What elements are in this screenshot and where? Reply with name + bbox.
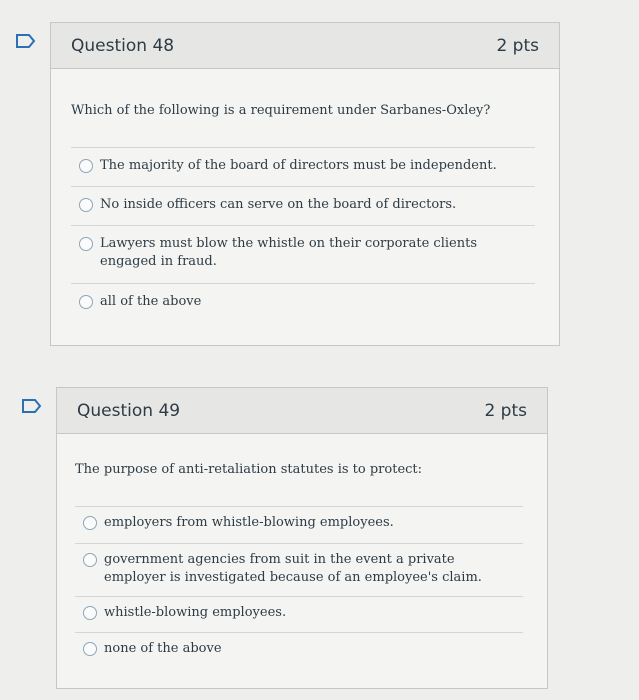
divider [75,596,523,597]
answer-label: The majority of the board of directors must be independent. [100,158,497,173]
divider [75,506,523,507]
radio-button[interactable] [79,198,93,212]
question-points: 2 pts [496,35,539,56]
question-header [57,388,547,434]
radio-button[interactable] [83,553,97,567]
answer-option[interactable] [79,235,519,271]
answer-option[interactable] [79,157,519,175]
divider [71,147,535,148]
question-points: 2 pts [484,400,527,421]
question-title: Question 48 [71,35,175,56]
divider [71,225,535,226]
answer-option[interactable] [83,640,503,658]
divider [71,283,535,284]
answer-label: none of the above [104,641,222,656]
answer-label: all of the above [100,294,202,309]
answer-option[interactable] [79,293,519,311]
flag-question-icon[interactable] [16,34,36,48]
flag-question-icon[interactable] [22,399,42,413]
answer-option[interactable] [83,604,503,622]
answer-label: whistle-blowing employees. [104,605,287,620]
question-text: Which of the following is a requirement under Sarbanes-Oxley? [71,103,491,118]
question-header [51,23,559,69]
radio-button[interactable] [79,159,93,173]
question-text: The purpose of anti-retaliation statutes is to protect: [75,462,423,477]
answer-label: government agencies from suit in the event a private employer is investigated because of an employee's claim. [104,552,482,585]
question-48-card [50,22,560,346]
answer-label: employers from whistle-blowing employees. [104,515,394,530]
radio-button[interactable] [79,237,93,251]
answer-option[interactable] [83,514,503,532]
answer-label: Lawyers must blow the whistle on their corporate clients engaged in fraud. [100,236,477,269]
answer-label: No inside officers can serve on the board of directors. [100,197,457,212]
radio-button[interactable] [83,606,97,620]
radio-button[interactable] [83,516,97,530]
divider [75,543,523,544]
divider [75,632,523,633]
divider [71,186,535,187]
answer-option[interactable] [83,551,483,587]
question-49-card [56,387,548,689]
answer-option[interactable] [79,196,519,214]
radio-button[interactable] [79,295,93,309]
radio-button[interactable] [83,642,97,656]
question-title: Question 49 [77,400,181,421]
